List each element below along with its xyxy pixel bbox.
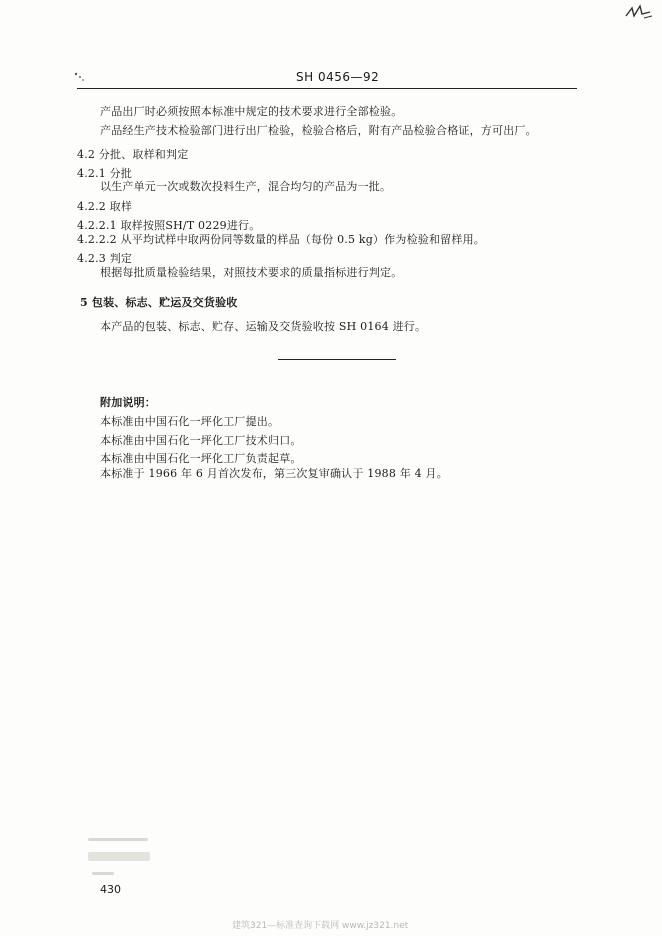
section-heading: 4.2.2.1 取样按照SH/T 0229进行。 <box>77 219 261 232</box>
site-watermark: 建筑321—标准查询下载网 www.jz321.net <box>232 921 409 931</box>
chapter-heading: 5 包装、标志、贮运及交货验收 <box>80 296 238 309</box>
body-line: 以生产单元一次或数次投料生产，混合均匀的产品为一批。 <box>100 180 392 193</box>
body-line: 产品出厂时必须按照本标准中规定的技术要求进行全部检验。 <box>100 105 403 118</box>
notes-line: 本标准于 1966 年 6 月首次发布，第三次复审确认于 1988 年 4 月。 <box>100 467 448 480</box>
body-line: 根据每批质量检验结果，对照技术要求的质量指标进行判定。 <box>100 266 403 279</box>
page-number: 430 <box>100 883 121 896</box>
section-heading: 4.2.2 取样 <box>77 200 133 213</box>
body-line: 本产品的包装、标志、贮存、运输及交货验收按 SH 0164 进行。 <box>100 320 427 333</box>
scan-smudge <box>88 838 148 841</box>
header-divider <box>77 88 577 89</box>
section-heading: 4.2.2.2 从平均试样中取两份同等数量的样品（每份 0.5 kg）作为检验和留样用。 <box>77 233 485 246</box>
notes-line: 本标准由中国石化一坪化工厂负责起草。 <box>100 452 302 465</box>
scan-smudge <box>88 852 150 861</box>
margin-speck-icon <box>70 68 90 84</box>
notes-line: 本标准由中国石化一坪化工厂提出。 <box>100 415 280 428</box>
notes-line: 本标准由中国石化一坪化工厂技术归口。 <box>100 434 302 447</box>
standard-number: SH 0456—92 <box>296 70 380 84</box>
handwritten-mark-icon <box>624 2 654 22</box>
body-line: 产品经生产技术检验部门进行出厂检验，检验合格后，附有产品检验合格证，方可出厂。 <box>100 124 537 137</box>
notes-title: 附加说明： <box>100 396 156 409</box>
end-divider <box>278 359 396 360</box>
section-heading: 4.2 分批、取样和判定 <box>77 148 189 161</box>
section-heading: 4.2.3 判定 <box>77 252 133 265</box>
scan-smudge <box>92 872 114 875</box>
section-heading: 4.2.1 分批 <box>77 167 133 180</box>
